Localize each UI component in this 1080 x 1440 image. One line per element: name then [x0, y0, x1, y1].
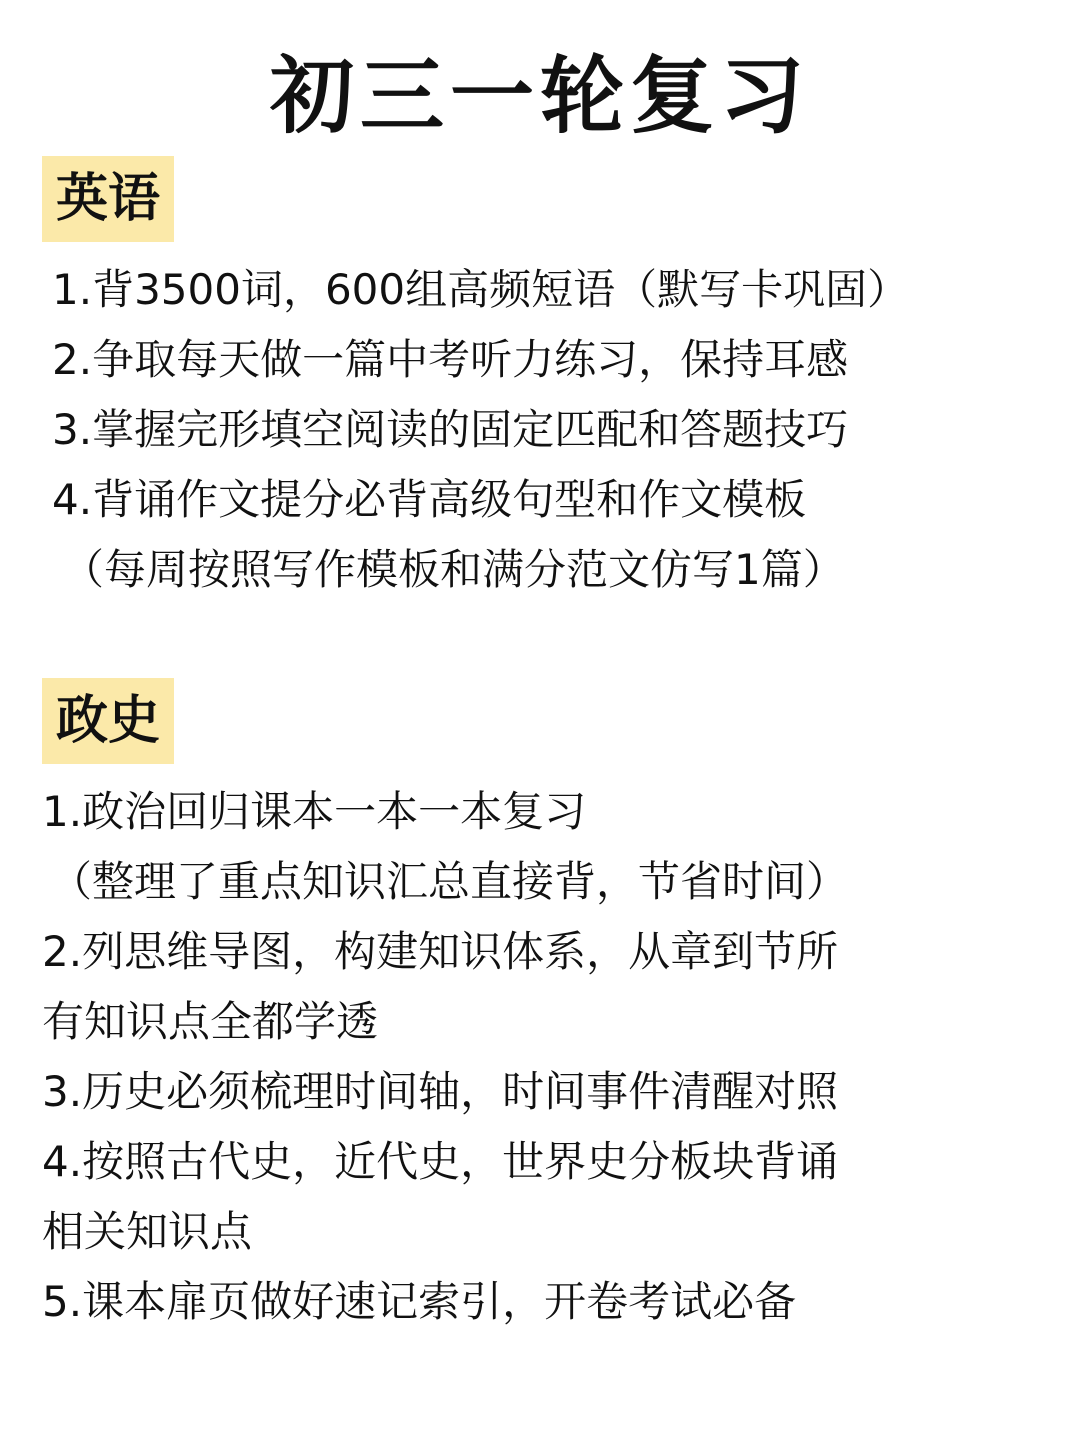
- politics-history-item-4-cont: 相关知识点: [42, 1207, 253, 1256]
- section-label-politics-history: 政史: [42, 678, 174, 764]
- politics-history-item-2-cont: 有知识点全都学透: [42, 997, 379, 1046]
- english-item-4-note: （每周按照写作模板和满分范文仿写1篇）: [62, 545, 845, 594]
- politics-history-item-1: 1.政治回归课本一本一本复习: [42, 787, 587, 836]
- english-item-3: 3.掌握完形填空阅读的固定匹配和答题技巧: [52, 405, 849, 454]
- politics-history-item-2: 2.列思维导图，构建知识体系，从章到节所: [42, 927, 839, 976]
- english-item-1: 1.背3500词，600组高频短语（默写卡巩固）: [52, 265, 910, 314]
- section-label-english: 英语: [42, 156, 174, 242]
- page-title: 初三一轮复习: [269, 47, 810, 145]
- politics-history-item-4: 4.按照古代史，近代史，世界史分板块背诵: [42, 1137, 839, 1186]
- english-item-4: 4.背诵作文提分必背高级句型和作文模板: [52, 475, 807, 524]
- politics-history-item-3: 3.历史必须梳理时间轴，时间事件清醒对照: [42, 1067, 839, 1116]
- politics-history-item-1-note: （整理了重点知识汇总直接背，节省时间）: [50, 857, 849, 906]
- english-item-2: 2.争取每天做一篇中考听力练习，保持耳感: [52, 335, 849, 384]
- politics-history-item-5: 5.课本扉页做好速记索引，开卷考试必备: [42, 1277, 797, 1326]
